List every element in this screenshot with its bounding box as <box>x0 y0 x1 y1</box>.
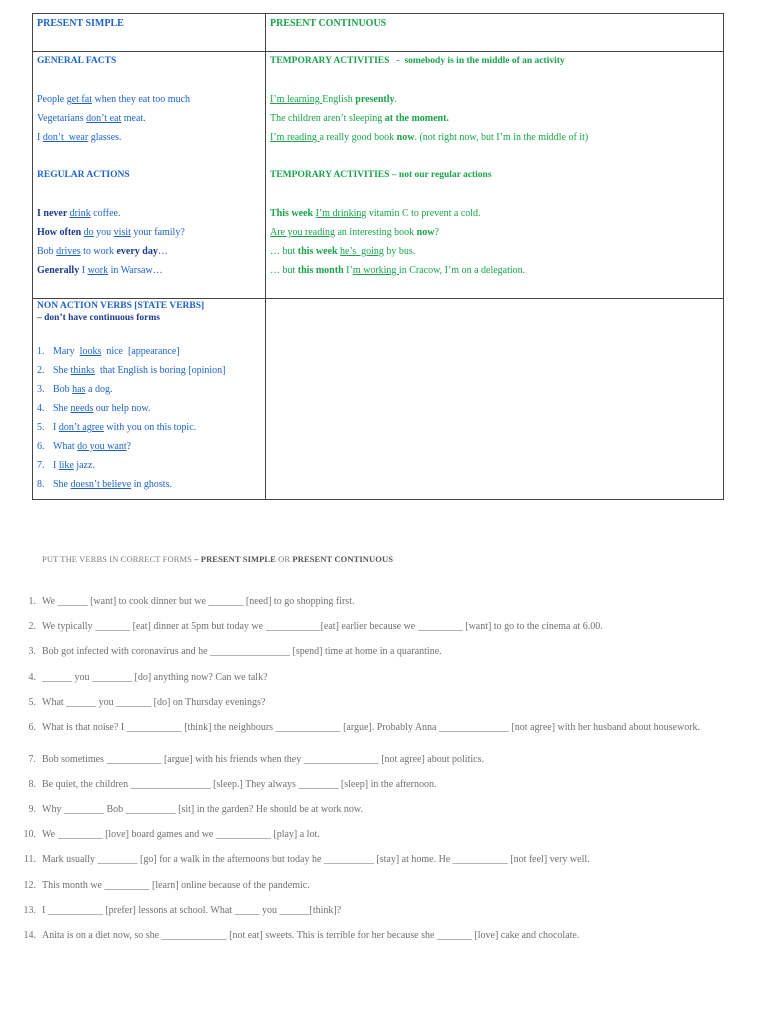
exercise-item <box>0 596 768 608</box>
text-fragment: our help now. <box>93 403 151 414</box>
temporary-activities-2-list <box>270 204 719 280</box>
grammar-table <box>32 13 724 500</box>
text-fragment: Vegetarians <box>37 113 87 124</box>
text-fragment: every day <box>116 246 158 257</box>
exercise-number: 6. <box>28 721 36 733</box>
text-fragment: 6. <box>37 441 45 452</box>
example-sentence <box>270 90 719 109</box>
text-fragment: looks <box>79 346 102 357</box>
text-fragment: What <box>53 441 78 452</box>
exercise-number: 9. <box>28 804 36 816</box>
exercise-item <box>0 697 768 709</box>
exercise-item <box>0 672 768 684</box>
exercise-item <box>0 880 768 892</box>
example-sentence <box>53 475 172 494</box>
text-fragment: She <box>53 365 71 376</box>
text-fragment: in Cracow, I’m on a delegation. <box>398 265 526 276</box>
temporary-activities-list <box>270 90 719 147</box>
exercise-number: 7. <box>28 753 36 765</box>
non-action-cell <box>33 299 266 500</box>
text-fragment: when they eat too much <box>91 94 191 105</box>
exercise-item <box>0 854 768 866</box>
text-fragment: this month <box>297 265 347 276</box>
list-item <box>37 437 261 456</box>
temporary-activities-heading: TEMPORARY ACTIVITIES - somebody is in the middle of an activity <box>270 56 565 66</box>
text-fragment: People <box>37 94 67 105</box>
example-sentence <box>53 456 95 475</box>
non-action-subheading: – don’t have continuous forms <box>37 313 160 323</box>
text-fragment: She <box>53 479 71 490</box>
example-sentence <box>37 128 261 147</box>
exercise-item <box>0 722 768 741</box>
exercise-text: ______ you ________ [do] anything now? Can we talk? <box>42 671 268 683</box>
exercise-text: What is that noise? I ___________ [think] the neighbours _____________ [argue]. Probably Anna ______________ [not agree] with her husband about housework. <box>42 722 701 734</box>
exercise-text: Anita is on a diet now, so she _____________ [not eat] sweets. This is terrible for her because she _______ [love] cake and chocolate. <box>42 930 580 942</box>
exercise-text: Bob got infected with coronavirus and he ________________ [spend] time at home in a quarantine. <box>42 646 442 658</box>
general-facts-heading: GENERAL FACTS <box>37 56 117 66</box>
text-fragment: The children aren’t sleeping <box>270 113 385 124</box>
exercise-number: 13. <box>23 904 36 916</box>
text-fragment: . (not right now, but I’m in the middle of it) <box>414 132 589 143</box>
text-fragment: don’t agree <box>58 422 104 433</box>
exercise-text: We ______ [want] to cook dinner but we _______ [need] to go shopping first. <box>42 596 355 607</box>
exercise-number: 10. <box>23 829 36 841</box>
text-fragment: Bob <box>37 246 57 257</box>
exercise-item <box>0 829 768 841</box>
example-sentence <box>53 418 196 437</box>
text-fragment: drink <box>69 208 91 219</box>
text-fragment: do you want <box>77 441 127 452</box>
exercise-number: 5. <box>28 696 36 708</box>
text-fragment: I’m drinking <box>315 208 367 219</box>
exercise-text: Why ________ Bob __________ [sit] in the garden? He should be at work now. <box>42 804 363 816</box>
exercise-text: We typically _______ [eat] dinner at 5pm but today we ___________[eat] earlier because we _________ [want] to go to the cinema at 6.00. <box>42 621 603 633</box>
text-fragment: jazz. <box>73 460 95 471</box>
example-sentence <box>37 90 261 109</box>
text-fragment: do <box>83 227 94 238</box>
text-fragment: presently <box>355 94 395 105</box>
regular-actions-list <box>37 204 261 280</box>
list-item <box>37 399 261 418</box>
text-fragment: I <box>53 422 59 433</box>
text-fragment: … but <box>270 265 298 276</box>
exercise-number: 12. <box>23 879 36 891</box>
text-fragment: I <box>37 132 43 143</box>
text-fragment: by bus. <box>383 246 416 257</box>
text-fragment: you <box>93 227 114 238</box>
text-fragment: How often <box>37 227 84 238</box>
text-fragment: a dog. <box>85 384 113 395</box>
text-fragment: ? <box>126 441 132 452</box>
example-sentence <box>37 261 261 280</box>
non-action-heading: NON ACTION VERBS [STATE VERBS] <box>37 301 205 311</box>
text-fragment: I’m learning <box>270 94 323 105</box>
exercise-text: Bob sometimes ___________ [argue] with his friends when they _______________ [not agree] about politics. <box>42 753 484 765</box>
text-fragment: This week <box>270 208 316 219</box>
header-present-continuous: PRESENT CONTINUOUS <box>266 14 724 52</box>
text-fragment: with you on this topic. <box>103 422 197 433</box>
text-fragment: in Warsaw… <box>108 265 163 276</box>
text-fragment: ? <box>434 227 439 238</box>
text-fragment: 7. <box>37 460 45 471</box>
example-sentence <box>270 261 719 280</box>
list-item <box>37 456 261 475</box>
text-fragment: 5. <box>37 422 45 433</box>
text-fragment: Generally <box>37 265 82 276</box>
non-action-list <box>37 342 261 494</box>
text-fragment: I <box>81 265 88 276</box>
text-fragment: doesn’t believe <box>70 479 132 490</box>
text-fragment: Are you reading <box>270 227 335 238</box>
text-fragment: I never <box>37 208 70 219</box>
present-continuous-cell <box>266 52 724 299</box>
text-fragment: drives <box>56 246 81 257</box>
text-fragment: a really good book <box>319 132 397 143</box>
text-fragment: glasses. <box>88 132 122 143</box>
exercise-item <box>0 646 768 658</box>
general-facts-list <box>37 90 261 147</box>
text-fragment: meat. <box>121 113 146 124</box>
example-sentence <box>53 361 226 380</box>
exercise-item <box>0 779 768 791</box>
exercise-number: 11. <box>23 854 36 866</box>
exercise-text: I ___________ [prefer] lessons at school. What _____ you ______[think]? <box>42 904 342 916</box>
text-fragment: 3. <box>37 384 45 395</box>
text-fragment: 8. <box>37 479 45 490</box>
example-sentence <box>37 223 261 242</box>
exercise-number: 14. <box>23 930 36 942</box>
exercise-item <box>0 905 768 917</box>
example-sentence <box>270 128 719 147</box>
text-fragment: don’t eat <box>86 113 122 124</box>
exercise-number: 8. <box>28 778 36 790</box>
header-present-simple: PRESENT SIMPLE <box>33 14 266 52</box>
text-fragment: like <box>58 460 74 471</box>
text-fragment: work <box>87 265 109 276</box>
text-fragment: 4. <box>37 403 45 414</box>
text-fragment: in ghosts. <box>131 479 172 490</box>
example-sentence <box>270 204 719 223</box>
exercise-text: This month we _________ [learn] online because of the pandemic. <box>42 879 310 891</box>
text-fragment: that English is boring [opinion] <box>94 365 226 376</box>
exercise-item <box>0 754 768 766</box>
exercise-text: What ______ you _______ [do] on Thursday evenings? <box>42 696 266 708</box>
example-sentence <box>37 109 261 128</box>
text-fragment: get fat <box>66 94 92 105</box>
text-fragment: I <box>53 460 59 471</box>
text-fragment: … <box>157 246 168 257</box>
text-fragment: at the moment. <box>384 113 449 124</box>
text-fragment: to work <box>80 246 117 257</box>
text-fragment: don’t wear <box>42 132 89 143</box>
text-fragment: m working <box>352 265 399 276</box>
text-fragment: coffee. <box>90 208 121 219</box>
text-fragment: . <box>394 94 398 105</box>
example-sentence <box>53 399 150 418</box>
text-fragment: I’ <box>346 265 353 276</box>
empty-cell <box>266 299 724 500</box>
temporary-activities-2-heading: TEMPORARY ACTIVITIES – not our regular actions <box>270 170 492 180</box>
exercise-item <box>0 621 768 633</box>
text-fragment: She <box>53 403 71 414</box>
present-simple-cell <box>33 52 266 299</box>
exercise-number: 4. <box>28 671 36 683</box>
exercise-text: We _________ [love] board games and we ___________ [play] a lot. <box>42 829 320 841</box>
text-fragment: an interesting book <box>334 227 417 238</box>
list-item <box>37 342 261 361</box>
text-fragment: visit <box>113 227 131 238</box>
text-fragment: 1. <box>37 346 45 357</box>
list-item <box>37 475 261 494</box>
example-sentence <box>53 380 112 399</box>
text-fragment: Mary <box>53 346 80 357</box>
text-fragment: vitamin C to prevent a cold. <box>366 208 481 219</box>
text-fragment: I’m reading <box>270 132 320 143</box>
example-sentence <box>270 109 719 128</box>
exercise-item <box>0 804 768 816</box>
example-sentence <box>270 242 719 261</box>
text-fragment: nice [appearance] <box>101 346 180 357</box>
exercise-list <box>0 596 768 955</box>
text-fragment: … but <box>270 246 298 257</box>
text-fragment: this week <box>297 246 341 257</box>
example-sentence <box>37 204 261 223</box>
text-fragment: Bob <box>53 384 73 395</box>
text-fragment: needs <box>70 403 94 414</box>
exercise-item <box>0 930 768 942</box>
exercise-text: Be quiet, the children ________________ [sleep.] They always ________ [sleep] in the afternoon. <box>42 778 437 790</box>
text-fragment: thinks <box>70 365 95 376</box>
example-sentence <box>53 342 180 361</box>
exercise-text: Mark usually ________ [go] for a walk in the afternoons but today he __________ [stay] at home. He ___________ [not feel] very well. <box>42 854 590 866</box>
text-fragment: now <box>416 227 435 238</box>
regular-actions-heading: REGULAR ACTIONS <box>37 170 130 180</box>
text-fragment: 2. <box>37 365 45 376</box>
list-item <box>37 380 261 399</box>
example-sentence <box>270 223 719 242</box>
exercise-instruction: PUT THE VERBS IN CORRECT FORMS – PRESENT SIMPLE OR PRESENT CONTINUOUS <box>42 554 394 564</box>
list-item <box>37 418 261 437</box>
text-fragment: now <box>396 132 415 143</box>
exercise-number: 3. <box>28 646 36 658</box>
exercise-number: 1. <box>28 596 36 607</box>
list-item <box>37 361 261 380</box>
exercise-number: 2. <box>28 621 36 633</box>
text-fragment: he’s going <box>340 246 384 257</box>
text-fragment: has <box>72 384 86 395</box>
example-sentence <box>37 242 261 261</box>
example-sentence <box>53 437 131 456</box>
text-fragment: English <box>322 94 356 105</box>
text-fragment: your family? <box>130 227 185 238</box>
